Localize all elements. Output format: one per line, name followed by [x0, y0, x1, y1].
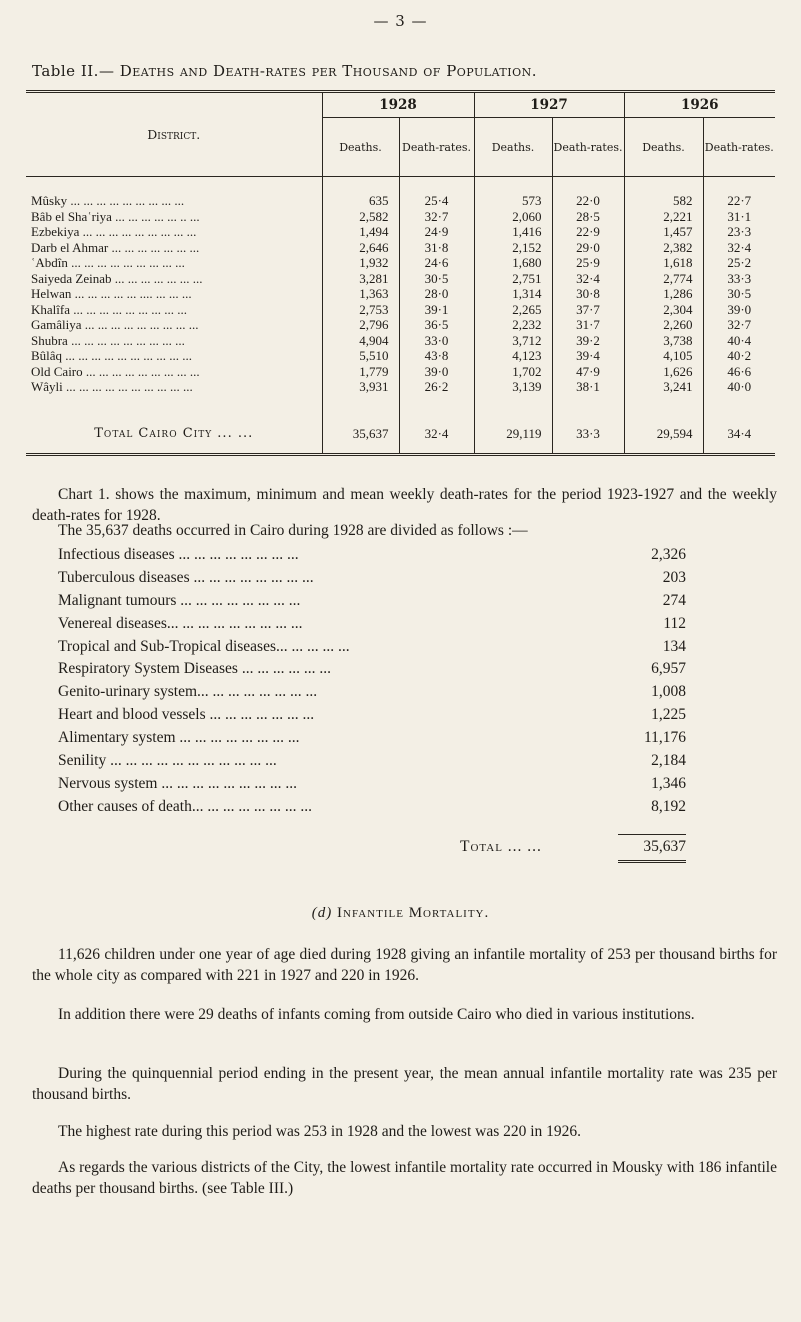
rate-cell: 22·7 — [703, 193, 775, 209]
rate-cell: 31·7 — [552, 317, 624, 333]
district-name: Gamâliya ... ... ... ... ... ... ... ... ... — [31, 317, 199, 332]
rate-cell: 26·2 — [399, 379, 474, 395]
cause-item — [58, 567, 686, 590]
rate-cell: 33·3 — [703, 271, 775, 287]
cause-label: Heart and blood vessels ... ... ... ... ... ... ... — [58, 706, 315, 724]
rate-cell: 22·0 — [552, 193, 624, 209]
total-deaths-1926: 29,594 — [624, 425, 703, 443]
cause-label: Tropical and Sub-Tropical diseases... ... ... ... ... — [58, 637, 350, 655]
rate-cell: 32·4 — [552, 271, 624, 287]
cause-item — [58, 681, 686, 704]
rate-cell: 39·0 — [399, 364, 474, 380]
paragraph-4: The highest rate during this period was 253 in 1928 and the lowest was 220 in 1926. — [58, 1123, 582, 1140]
table-row — [26, 271, 775, 287]
cause-value: 6,957 — [651, 660, 686, 678]
cause-item — [58, 613, 686, 636]
total-rate-1926: 34·4 — [703, 425, 775, 443]
rates-header: Death-rates. — [703, 118, 775, 177]
cause-label: Venereal diseases... ... ... ... ... ... ... ... ... — [58, 614, 303, 632]
deaths-cell: 1,702 — [474, 364, 552, 380]
district-header: District. — [26, 92, 322, 177]
deaths-cell: 1,416 — [474, 224, 552, 240]
rate-cell: 30·5 — [399, 271, 474, 287]
section-heading — [0, 905, 801, 922]
deaths-header: Deaths. — [322, 118, 399, 177]
deaths-cell: 1,457 — [624, 224, 703, 240]
deaths-header: Deaths. — [474, 118, 552, 177]
total-label: Total Cairo City ... ... — [94, 426, 254, 441]
chart-note: Chart 1. shows the maximum, minimum and mean weekly death-rates for the period 1923-1927 and the weekly death-rates for 1928. — [32, 486, 777, 524]
district-name: ʿAbdîn ... ... ... ... ... ... ... ... ... — [31, 255, 185, 270]
total-rate-1927: 33·3 — [552, 425, 624, 443]
cause-value: 1,008 — [651, 683, 686, 701]
deaths-cell: 2,260 — [624, 317, 703, 333]
cause-item — [58, 727, 686, 750]
rate-cell: 39·0 — [703, 302, 775, 318]
cause-value: 134 — [662, 637, 686, 655]
rate-cell: 37·7 — [552, 302, 624, 318]
year-header-1927: 1927 — [474, 92, 624, 118]
deaths-cell: 2,382 — [624, 240, 703, 256]
rate-cell: 28·0 — [399, 286, 474, 302]
cause-label: Infectious diseases ... ... ... ... ... ... ... ... — [58, 546, 299, 563]
deaths-cell: 1,286 — [624, 286, 703, 302]
rate-cell: 29·0 — [552, 240, 624, 256]
rate-cell: 25·2 — [703, 255, 775, 271]
district-name: Bûlâq ... ... ... ... ... ... ... ... ... ... — [31, 348, 193, 363]
causes-total-value: 35,637 — [643, 838, 686, 855]
district-name: Mûsky ... ... ... ... ... ... ... ... ... — [31, 193, 185, 208]
deaths-cell: 3,241 — [624, 379, 703, 395]
deaths-table — [26, 90, 775, 456]
cause-label: Nervous system ... ... ... ... ... ... ... ... ... — [58, 774, 297, 792]
cause-item — [58, 704, 686, 727]
deaths-cell: 3,738 — [624, 333, 703, 349]
rate-cell: 31·8 — [399, 240, 474, 256]
deaths-header: Deaths. — [624, 118, 703, 177]
deaths-cell: 1,680 — [474, 255, 552, 271]
header-row-years — [26, 92, 775, 118]
rate-cell: 25·4 — [399, 193, 474, 209]
district-name: Old Cairo ... ... ... ... ... ... ... ... ... — [31, 363, 200, 379]
rate-cell: 28·5 — [552, 209, 624, 225]
cause-value: 112 — [663, 614, 686, 632]
cause-value: 2,326 — [651, 546, 686, 563]
table-row — [26, 302, 775, 318]
section-letter: (d) — [311, 905, 333, 921]
rate-cell: 39·2 — [552, 333, 624, 349]
spacer-row — [26, 395, 775, 425]
year-header-1926: 1926 — [624, 92, 775, 118]
rate-cell: 24·9 — [399, 224, 474, 240]
spacer-row — [26, 177, 775, 194]
table-row — [26, 364, 775, 380]
deaths-cell: 2,646 — [322, 240, 399, 256]
rate-cell: 40·0 — [703, 379, 775, 395]
total-row — [26, 425, 775, 443]
deaths-cell: 5,510 — [322, 348, 399, 364]
deaths-cell: 1,626 — [624, 364, 703, 380]
rates-header: Death-rates. — [552, 118, 624, 177]
rate-cell: 39·1 — [399, 302, 474, 318]
cause-item — [58, 773, 686, 796]
deaths-cell: 2,796 — [322, 317, 399, 333]
district-name: Helwan ... ... ... ... ... .... ... ... ... — [31, 286, 192, 301]
cause-item — [58, 750, 686, 773]
causes-total-label: Total ... ... — [460, 838, 542, 855]
rate-cell: 46·6 — [703, 364, 775, 380]
rate-cell: 22·9 — [552, 224, 624, 240]
rate-cell: 30·8 — [552, 286, 624, 302]
district-name: Shubra ... ... ... ... ... ... ... ... ... — [31, 332, 185, 348]
sum-double-rule — [618, 860, 686, 863]
table-caption-title: Deaths and Death-rates per Thousand of Population. — [119, 62, 538, 80]
total-deaths-1928: 35,637 — [322, 425, 399, 443]
deaths-cell: 2,152 — [474, 240, 552, 256]
deaths-cell: 3,139 — [474, 379, 552, 395]
cause-value: 2,184 — [651, 752, 686, 770]
deaths-cell: 2,265 — [474, 302, 552, 318]
rate-cell: 47·9 — [552, 364, 624, 380]
deaths-cell: 1,779 — [322, 364, 399, 380]
cause-label: Senility ... ... ... ... ... ... ... ... ... ... ... — [58, 752, 277, 770]
total-rate-1928: 32·4 — [399, 425, 474, 443]
table-bottom-rule — [26, 443, 775, 455]
table-row — [26, 317, 775, 333]
deaths-cell: 573 — [474, 193, 552, 209]
deaths-cell: 1,932 — [322, 255, 399, 271]
paragraph-2: In addition there were 29 deaths of infants coming from outside Cairo who died in various institutions. — [58, 1006, 695, 1023]
paragraph-5: As regards the various districts of the City, the lowest infantile mortality rate occurred in Mousky with 186 infantile deaths per thousand births. (see Table III.) — [32, 1159, 777, 1197]
table-row — [26, 255, 775, 271]
district-name: Bâb el Shaʿriya ... ... ... ... ... .. ... — [31, 208, 200, 224]
sum-rule — [618, 834, 686, 835]
rate-cell: 32·7 — [399, 209, 474, 225]
rate-cell: 32·7 — [703, 317, 775, 333]
page-number: — 3 — — [373, 12, 428, 30]
rate-cell: 25·9 — [552, 255, 624, 271]
cause-item — [58, 636, 686, 659]
cause-item — [58, 590, 686, 613]
rate-cell: 39·4 — [552, 348, 624, 364]
cause-label: Alimentary system ... ... ... ... ... ... ... ... — [58, 729, 300, 747]
deaths-cell: 582 — [624, 193, 703, 209]
causes-list — [58, 544, 686, 819]
rate-cell: 33·0 — [399, 333, 474, 349]
paragraph-3: During the quinquennial period ending in the present year, the mean annual infantile mortality rate was 235 per thousand births. — [32, 1065, 777, 1103]
deaths-cell: 635 — [322, 193, 399, 209]
rate-cell: 40·2 — [703, 348, 775, 364]
table-row — [26, 333, 775, 349]
table-caption-prefix: Table II.— — [32, 62, 115, 80]
cause-item — [58, 544, 686, 567]
deaths-cell: 2,060 — [474, 209, 552, 225]
table-row — [26, 379, 775, 395]
causes-total — [460, 838, 686, 856]
cause-value: 274 — [662, 591, 686, 609]
deaths-cell: 2,582 — [322, 209, 399, 225]
deaths-cell: 1,363 — [322, 286, 399, 302]
cause-value: 203 — [662, 568, 686, 586]
deaths-cell: 3,712 — [474, 333, 552, 349]
deaths-cell: 2,753 — [322, 302, 399, 318]
deaths-cell: 2,232 — [474, 317, 552, 333]
cause-label: Respiratory System Diseases ... ... ... ... ... ... — [58, 660, 331, 678]
table-body — [26, 193, 775, 395]
cause-item — [58, 796, 686, 819]
rate-cell: 31·1 — [703, 209, 775, 225]
cause-label: Other causes of death... ... ... ... ... ... ... ... — [58, 797, 312, 815]
district-name: Ezbekiya ... ... ... ... ... ... ... ... ... — [31, 224, 197, 239]
deaths-cell: 3,281 — [322, 271, 399, 287]
total-deaths-1927: 29,119 — [474, 425, 552, 443]
cause-label: Malignant tumours ... ... ... ... ... ... ... ... — [58, 591, 301, 609]
cause-value: 1,346 — [651, 774, 686, 792]
deaths-cell: 2,221 — [624, 209, 703, 225]
causes-intro: The 35,637 deaths occurred in Cairo during 1928 are divided as follows :— — [58, 522, 528, 539]
rate-cell: 32·4 — [703, 240, 775, 256]
cause-label: Tuberculous diseases ... ... ... ... ... ... ... ... — [58, 568, 314, 586]
cause-label: Genito-urinary system... ... ... ... ... ... ... ... — [58, 683, 318, 701]
district-name: Saiyeda Zeinab ... ... ... ... ... ... ... — [31, 270, 203, 286]
deaths-cell: 2,774 — [624, 271, 703, 287]
year-header-1928: 1928 — [322, 92, 474, 118]
deaths-cell: 2,751 — [474, 271, 552, 287]
deaths-cell: 2,304 — [624, 302, 703, 318]
table-row — [26, 286, 775, 302]
table-caption — [32, 62, 537, 80]
deaths-cell: 1,618 — [624, 255, 703, 271]
table-row — [26, 224, 775, 240]
table-row — [26, 209, 775, 225]
paragraph-1: 11,626 children under one year of age died during 1928 giving an infantile mortality of 253 per thousand births for the whole city as compared with 221 in 1927 and 220 in 1926. — [32, 946, 777, 984]
district-name: Darb el Ahmar ... ... ... ... ... ... ... — [31, 239, 200, 255]
rate-cell: 36·5 — [399, 317, 474, 333]
deaths-cell: 4,123 — [474, 348, 552, 364]
deaths-cell: 4,105 — [624, 348, 703, 364]
district-name: Wâyli ... ... ... ... ... ... ... ... ... ... — [31, 379, 193, 394]
table-row — [26, 348, 775, 364]
rate-cell: 38·1 — [552, 379, 624, 395]
rate-cell: 23·3 — [703, 224, 775, 240]
cause-value: 1,225 — [651, 706, 686, 724]
section-title: Infantile Mortality. — [337, 905, 490, 921]
district-name: Khalîfa ... ... ... ... ... ... ... ... ... — [31, 301, 187, 317]
cause-value: 8,192 — [651, 797, 686, 815]
cause-value: 11,176 — [643, 729, 686, 747]
rate-cell: 30·5 — [703, 286, 775, 302]
cause-item — [58, 658, 686, 681]
deaths-cell: 4,904 — [322, 333, 399, 349]
rate-cell: 24·6 — [399, 255, 474, 271]
rates-header: Death-rates. — [399, 118, 474, 177]
deaths-cell: 1,314 — [474, 286, 552, 302]
rate-cell: 40·4 — [703, 333, 775, 349]
table-row — [26, 240, 775, 256]
deaths-cell: 1,494 — [322, 224, 399, 240]
rate-cell: 43·8 — [399, 348, 474, 364]
deaths-cell: 3,931 — [322, 379, 399, 395]
table-row — [26, 193, 775, 209]
